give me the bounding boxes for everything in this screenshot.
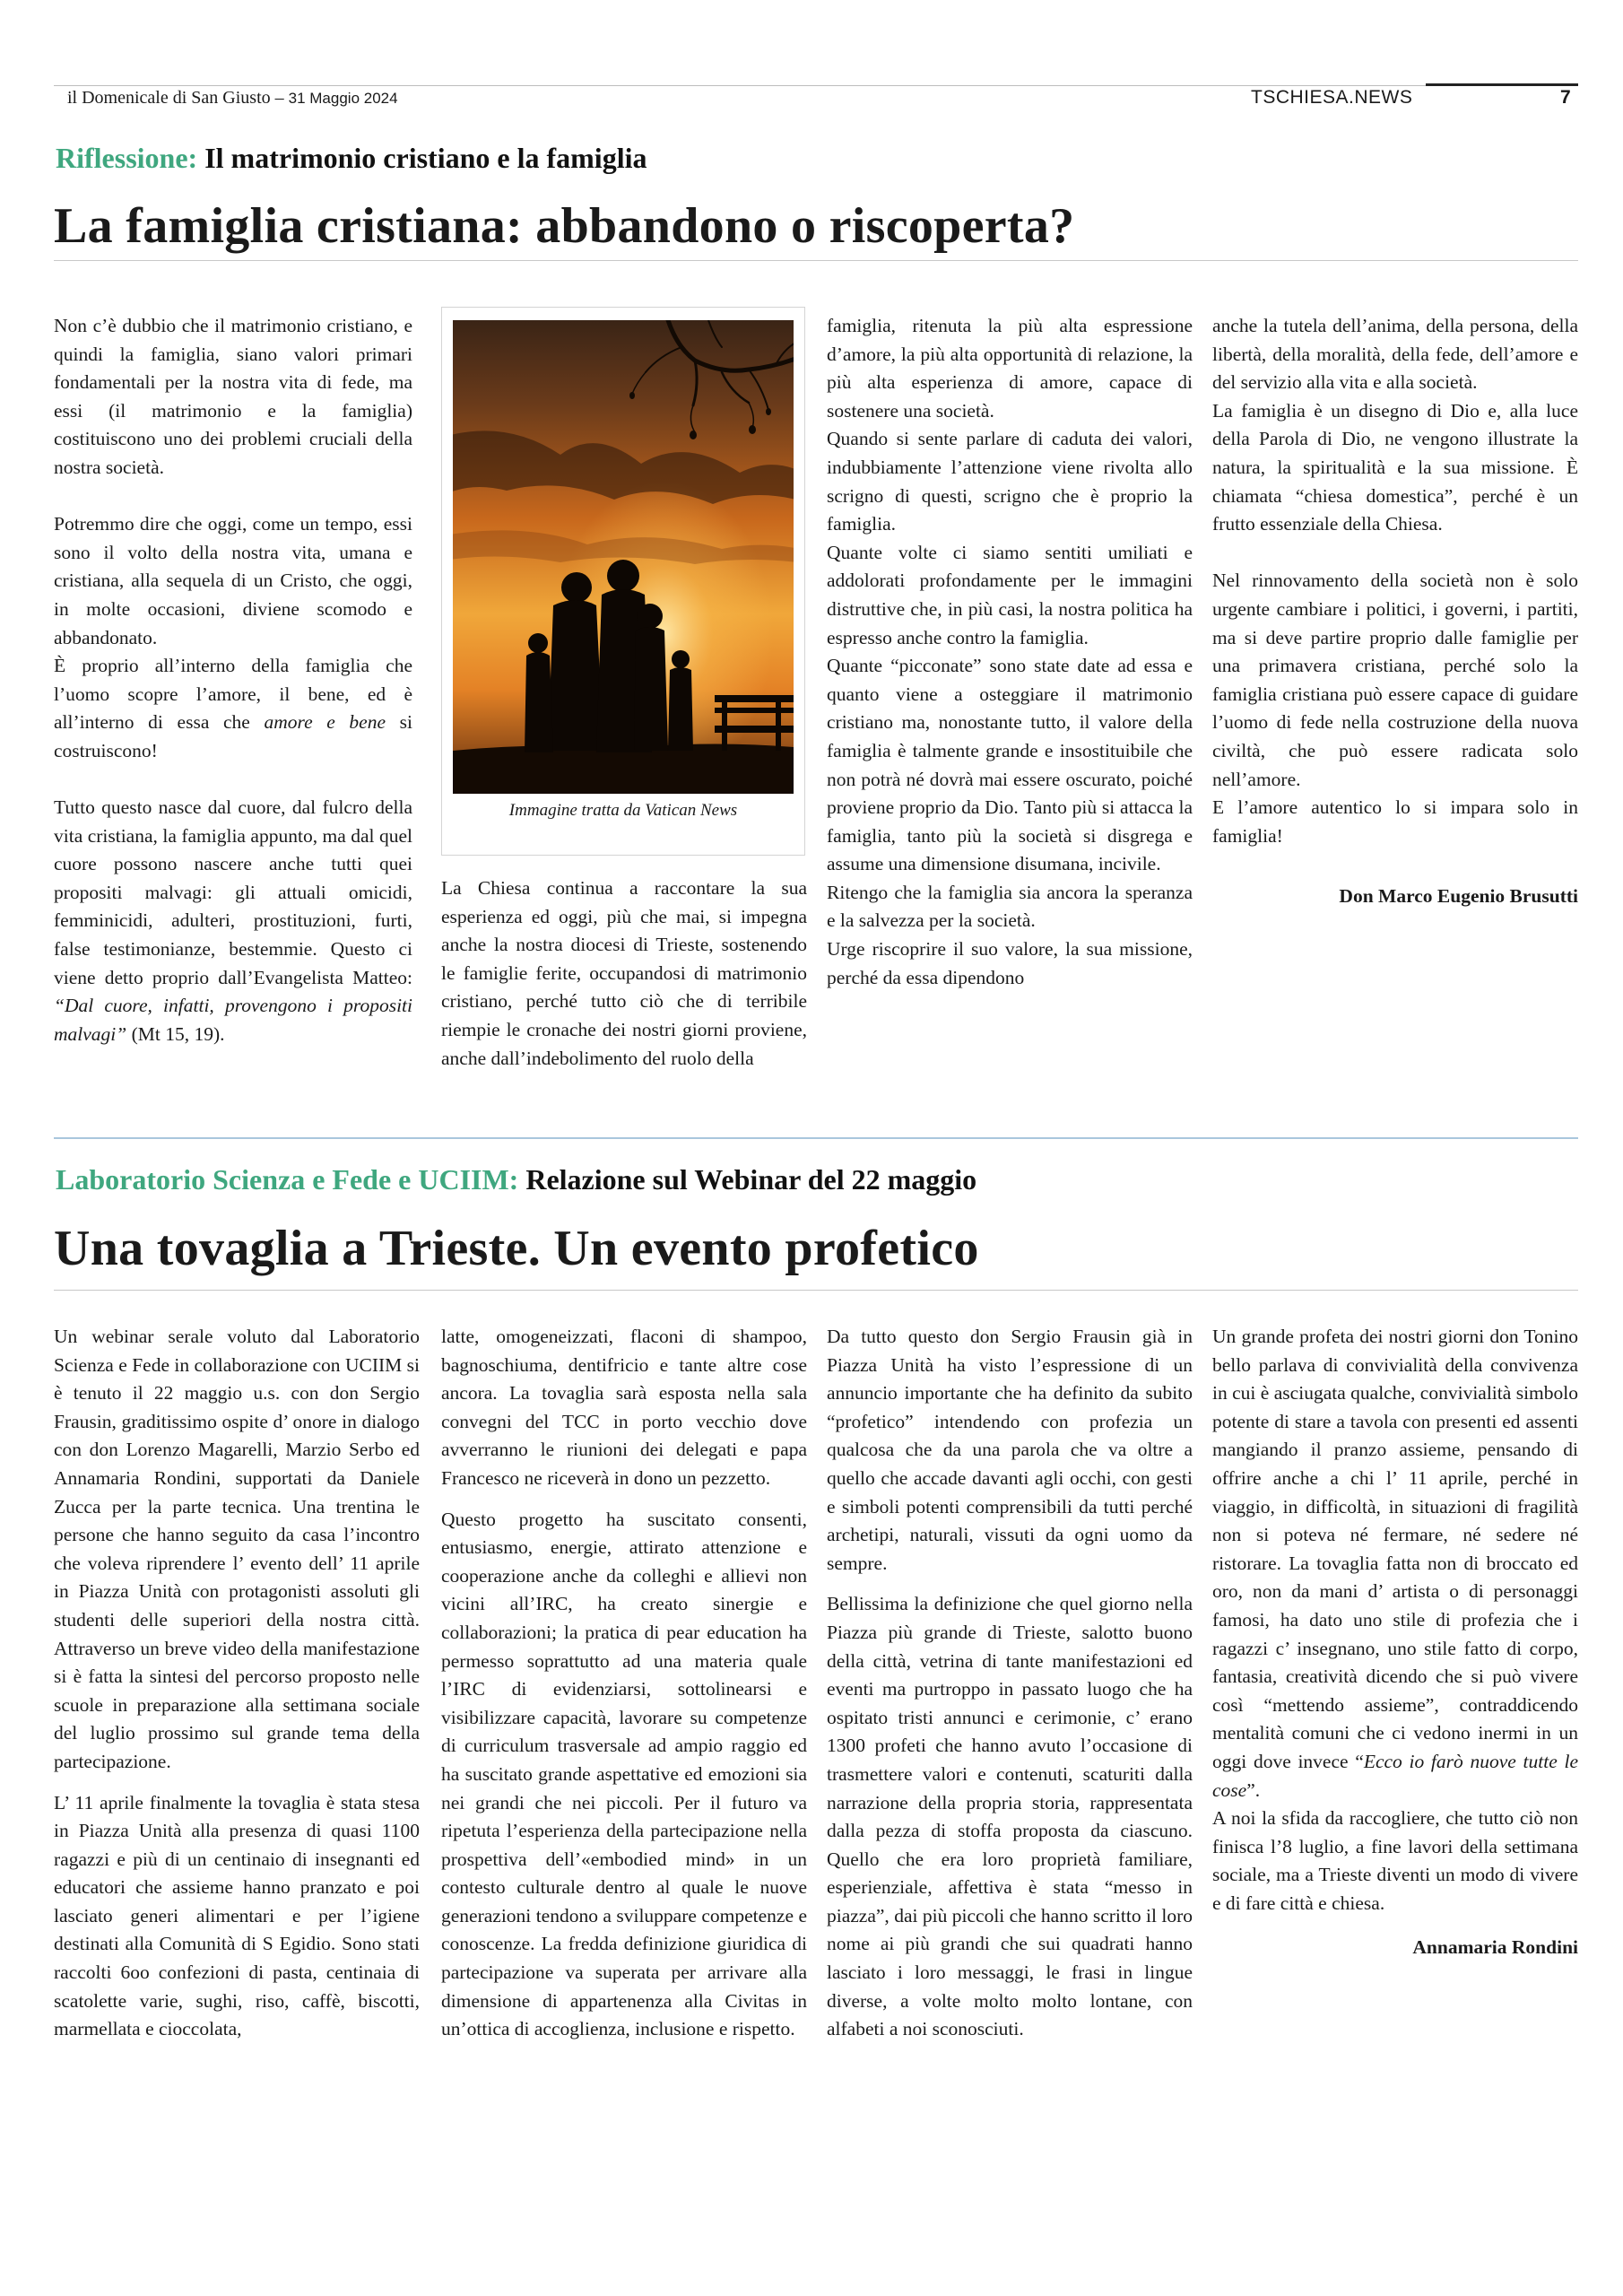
article2-column-4 — [1212, 1323, 1578, 1962]
article1-column-3 — [827, 312, 1193, 992]
header-rule — [54, 85, 1578, 86]
paragraph: Nel rinnovamento della società non è solo urgente cambiare i politici, i governi, i partiti, ma si deve partire proprio dalle famiglie per una primavera cristiana, perché solo la famiglia cristiana può essere capace di guidare l’uomo di fede nella costruzione della nuova civiltà, che può essere radicata solo nell’amore. — [1212, 570, 1578, 790]
article2-kicker — [56, 1163, 976, 1196]
paragraph: La famiglia è un disegno di Dio e, alla luce della Parola di Dio, ne vengono illustrate la natura, la spiritualità e la sua missione. È chiamata “chiesa domestica”, perché è un frutto essenziale della Chiesa. — [1212, 399, 1578, 535]
paragraph: Bellissima la definizione che quel giorno nella Piazza più grande di Trieste, salotto buono della città, vetrina di tante manifestazioni ed eventi ma purtroppo in passato luogo che ha ospitato tristi annunci e cerimonie, c’ erano 1300 profeti che hanno avuto l’occasione di trasmettere valori e contenuti, scaturiti dalla narrazione della propria storia, rappresentata dalla pezza di stoffa proposta da ciascuno. Quello che era loro proprietà familiare, esperienziale, affettiva è stata “messo in piazza”, dai più piccoli che hanno scritto il loro nome ai più grandi che sui quadrati hanno lasciato i loro messaggi, le frasi in lingue diverse, a volte molto molto lontane, con alfabeti a noi sconosciuti. — [827, 1593, 1193, 2040]
header-accent-rule — [1426, 83, 1578, 86]
paragraph: La Chiesa continua a raccontare la sua esperienza ed oggi, più che mai, si impegna anche la nostra diocesi di Trieste, sostenendo le famiglie ferite, occupandosi di matrimonio cristiano, perché tutto ciò che di terribile riempie le cronache dei nostri giorni proviene, anche dall’indebolimento del ruolo della — [441, 877, 807, 1069]
paragraph: Un grande profeta dei nostri giorni don Tonino bello parlava di convivialità della convivenza in cui è asciugata qualche, convivialità simbolo potente di stare a tavola con presenti ed assenti mangiando il pranzo assieme, pensando di offrire anche a chi l’ 11 aprile, perché in viaggio, in difficoltà, in situazioni di fragilità non si poteva né fermare, né sedere né ristorare. La tovaglia fatta non di broccato ed oro, non da mani d’ artista o di personaggi famosi, ha dato uno stile di profezia che i ragazzi c’ insegnano, uno stile fatto di corpo, fantasia, creatività dicendo che si può vivere così “mettendo assieme”, contraddicendo mentalità comuni che ci vedono inermi in un oggi dove invece “Ecco io farò nuove tutte le cose”. — [1212, 1326, 1578, 1801]
paragraph: Quante “picconate” sono state date ad essa e quanto viene a osteggiare il matrimonio cristiano ma, nonostante tutto, il valore della famiglia è talmente grande e insostituibile che non potrà né dovrà mai essere oscurato, poiché proviene proprio da Dio. Tanto più si attacca la famiglia, tanto più la società si disgrega e assume una dimensione disumana, incivile. — [827, 655, 1193, 875]
article2-author-signature: Annamaria Rondini — [1412, 1936, 1578, 1959]
article1-kicker-label: Riflessione: — [56, 142, 198, 174]
article2-column-1 — [54, 1323, 420, 2044]
site-name: TSCHIESA.NEWS — [1251, 87, 1413, 108]
section-divider — [54, 1137, 1578, 1139]
paragraph: Urge riscoprire il suo valore, la sua missione, perché da essa dipendono — [827, 938, 1193, 988]
page-number: 7 — [1560, 87, 1571, 108]
article2-column-3 — [827, 1323, 1193, 2044]
paragraph: È proprio all’interno della famiglia che l’uomo scopre l’amore, il bene, ed è all’interno di essa che amore e bene si costruiscono! — [54, 655, 412, 761]
paragraph: Ritengo che la famiglia sia ancora la speranza e la salvezza per la società. — [827, 881, 1193, 932]
paragraph: A noi la sfida da raccogliere, che tutto ciò non finisca l’8 luglio, a fine lavori della settimana sociale, ma a Trieste diventi un modo di vivere e di fare città e chiesa. — [1212, 1807, 1578, 1914]
paragraph: Quante volte ci siamo sentiti umiliati e addolorati profondamente per le immagini distruttive che, in più casi, la nostra politica ha espresso anche contro la famiglia. — [827, 541, 1193, 648]
paragraph: famiglia, ritenuta la più alta espressione d’amore, la più alta opportunità di relazione, la più alta esperienza di amore, capace di sostenere una società. — [827, 315, 1193, 422]
article1-column-4 — [1212, 312, 1578, 911]
article1-author-signature: Don Marco Eugenio Brusutti — [1339, 885, 1578, 908]
article2-kicker-topic: Relazione sul Webinar del 22 maggio — [525, 1163, 977, 1196]
image-caption: Immagine tratta da Vatican News — [508, 801, 738, 820]
article1-title-rule — [54, 260, 1578, 261]
paragraph: Potremmo dire che oggi, come un tempo, essi sono il volto della nostra vita, umana e cristiana, alla sequela di un Cristo, che oggi, in molte occasioni, diviene scomodo e abbandonato. — [54, 513, 412, 648]
article2-title: Una tovaglia a Trieste. Un evento profetico — [54, 1221, 979, 1276]
paragraph: E l’amore autentico lo si impara solo in famiglia! — [1212, 796, 1578, 847]
paragraph: anche la tutela dell’anima, della persona, della libertà, della moralità, della fede, dell’amore e del servizio alla vita e alla società. — [1212, 315, 1578, 394]
article2-kicker-label: Laboratorio Scienza e Fede e UCIIM: — [56, 1163, 519, 1196]
paragraph: Quando si sente parlare di caduta dei valori, indubbiamente l’attenzione viene rivolta allo scrigno di questi, scrigno che è proprio la famiglia. — [827, 428, 1193, 535]
newspaper-name: il Domenicale di San Giusto — [67, 88, 271, 108]
paragraph: Da tutto questo don Sergio Frausin già in Piazza Unità ha visto l’espressione di un annuncio importante che ha definito da subito “profetico” intendendo con profezia un qualcosa che da una parola che va oltre a quello che accade davanti agli occhi, con gesti e simboli potenti comprensibili da tutti perché archetipi, naturali, vissuti da ogni uomo da sempre. — [827, 1326, 1193, 1574]
newspaper-masthead: il Domenicale di San Giusto – 31 Maggio 2024 — [67, 88, 398, 108]
paragraph: Un webinar serale voluto dal Laboratorio Scienza e Fede in collaborazione con UCIIM si è tenuto il 22 maggio u.s. con don Sergio Frausin, graditissimo ospite d’ onore in dialogo con don Lorenzo Magarelli, Marzio Serbo ed Annamaria Rondini, supportati da Daniele Zucca per la parte tecnica. Una trentina le persone che hanno seguito da casa l’incontro che voleva riprendere l’ evento dell’ 11 aprile in Piazza Unità con protagonisti assoluti gli studenti delle superiori della nostra città. Attraverso un breve video della manifestazione si è fatta la sintesi del percorso proposto nelle scuole in preparazione alla settimana sociale del luglio prossimo sul grande tema della partecipazione. — [54, 1326, 420, 1772]
family-silhouette-photo — [453, 320, 794, 794]
paragraph: Questo progetto ha suscitato consenti, entusiasmo, energie, attirato attenzione e cooperazione anche da colleghi e allievi non vicini all’IRC, ha creato sinergie e collaborazioni; la pratica di pear education ha permesso soprattutto ad una materia quale l’IRC di evidenziarsi, sottolinearsi e visibilizzare capacità, lavorare su competenze di curriculum trasversale ad ampio raggio ed ha suscitato grande aspettative ed emozioni sia nei grandi che nei piccoli. Per il futuro va ripetuta l’esperienza della partecipazione nella prospettiva dell’«embodied mind» in un contesto culturale dentro al quale le nuove generazioni tendono a sviluppare competenze e conoscenze. La fredda definizione giuridica di partecipazione va superata per arrivare alla dimensione di appartenenza alla Civitas in un’ottica di accoglienza, inclusione e rispetto. — [441, 1508, 807, 2040]
article1-title: La famiglia cristiana: abbandono o riscoperta? — [54, 198, 1075, 254]
article1-image-frame — [441, 307, 805, 856]
issue-date: 31 Maggio 2024 — [288, 90, 398, 107]
article1-column-2 — [441, 874, 807, 1073]
paragraph: Non c’è dubbio che il matrimonio cristiano, e quindi la famiglia, siano valori primari fondamentali per la nostra vita di fede, ma essi (il matrimonio e la famiglia) costituiscono uno dei problemi cruciali della nostra società. — [54, 315, 412, 478]
article1-column-1 — [54, 312, 412, 1048]
article2-title-rule — [54, 1290, 1578, 1291]
paragraph: Tutto questo nasce dal cuore, dal fulcro della vita cristiana, la famiglia appunto, ma dal quel cuore possono nascere anche tutti quei propositi malvagi: gli attuali omicidi, femminicidi, adulteri, prostituzioni, furti, false testimonianze, bestemmie. Questo ci viene detto proprio dall’Evangelista Matteo: “Dal cuore, infatti, provengono i propositi malvagi” (Mt 15, 19). — [54, 796, 412, 1045]
article1-kicker-topic: Il matrimonio cristiano e la famiglia — [204, 142, 647, 174]
paragraph: latte, omogeneizzati, flaconi di shampoo, bagnoschiuma, dentifricio e tante altre cose ancora. La tovaglia sarà esposta nella sala convegni del TCC in porto vecchio dove avverranno le riunioni dei delegati e papa Francesco ne riceverà in dono un pezzetto. — [441, 1326, 807, 1489]
article1-kicker — [56, 142, 647, 175]
article2-column-2 — [441, 1323, 807, 2044]
paragraph: L’ 11 aprile finalmente la tovaglia è stata stesa in Piazza Unità alla presenza di quasi 1100 ragazzi e più di un centinaio di insegnanti ed educatori che assieme hanno pranzato e poi lasciato generi alimentari e per l’igiene destinati alla Comunità di S Egidio. Sono stati raccolti 6oo confezioni di pasta, centinaia di scatolette varie, sughi, riso, caffè, biscotti, marmellata e cioccolata, — [54, 1791, 420, 2040]
